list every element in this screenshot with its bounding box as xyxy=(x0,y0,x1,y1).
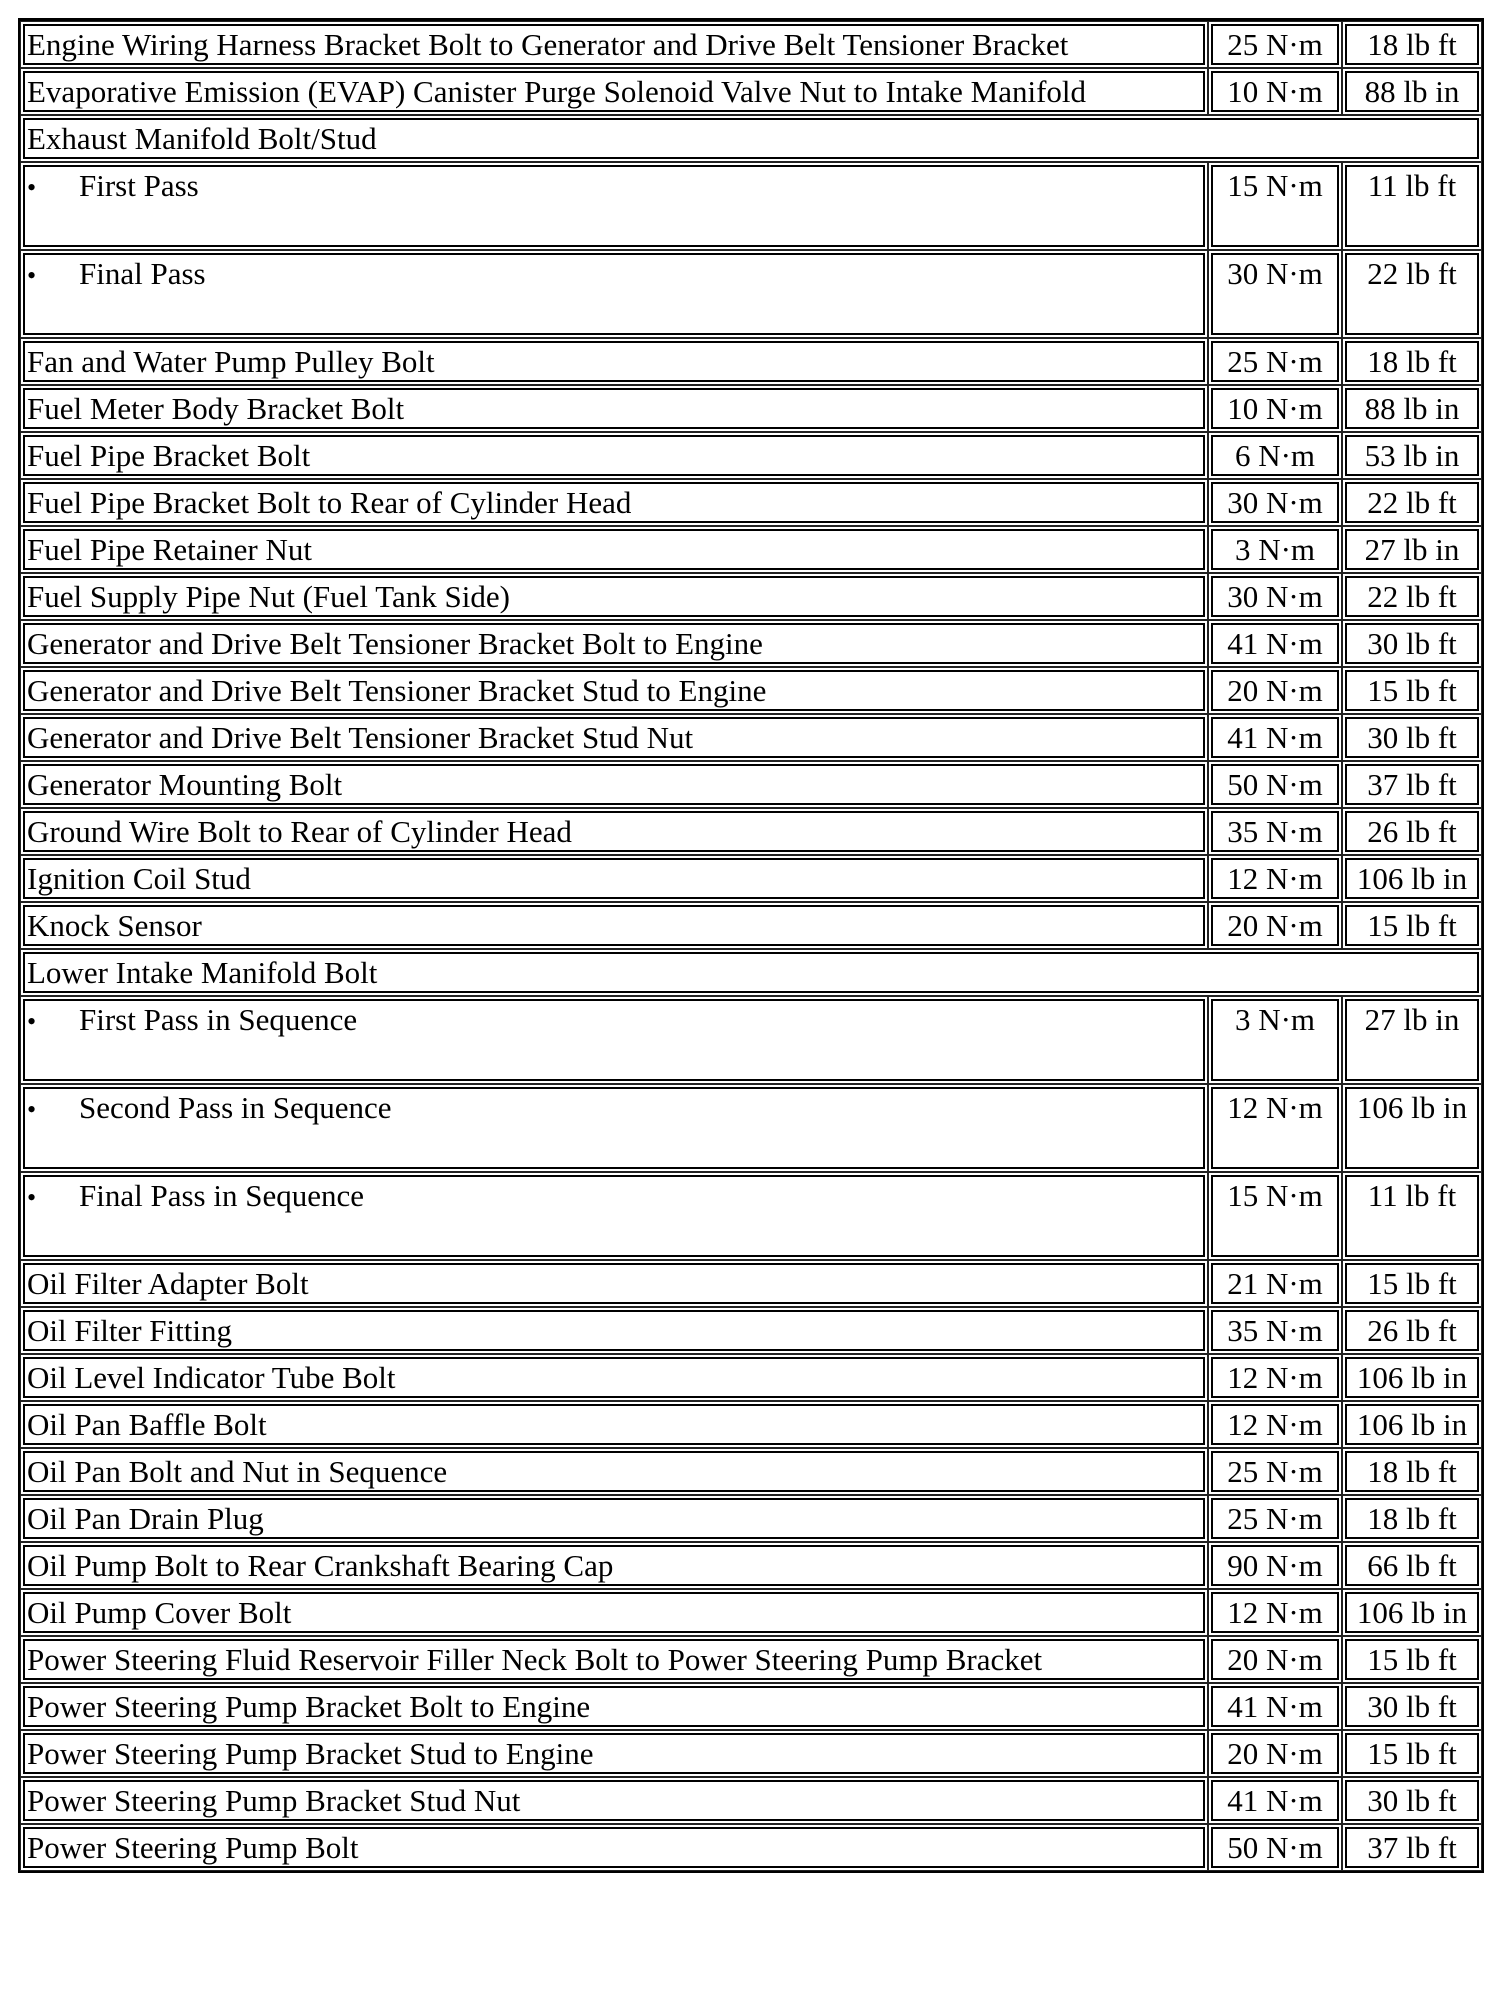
metric-torque-cell: 20 N·m xyxy=(1208,902,1342,949)
table-row xyxy=(20,620,1482,667)
metric-torque-cell: 41 N·m xyxy=(1208,714,1342,761)
description-text: Oil Filter Fitting xyxy=(27,1313,232,1348)
metric-torque-cell: 25 N·m xyxy=(1208,1495,1342,1542)
sub-step-description-cell xyxy=(20,996,1208,1084)
english-torque-cell: 30 lb ft xyxy=(1342,714,1482,761)
description-text: Power Steering Pump Bracket Stud Nut xyxy=(27,1783,521,1818)
bullet-icon: • xyxy=(27,1183,37,1212)
fastener-description-cell xyxy=(20,714,1208,761)
metric-torque-cell: 41 N·m xyxy=(1208,1683,1342,1730)
description-text: Evaporative Emission (EVAP) Canister Purge Solenoid Valve Nut to Intake Manifold xyxy=(27,74,1087,109)
english-torque-cell: 15 lb ft xyxy=(1342,1730,1482,1777)
metric-torque-cell: 25 N·m xyxy=(1208,338,1342,385)
sub-step-description-cell xyxy=(20,1172,1208,1260)
fastener-description-cell xyxy=(20,68,1208,115)
table-row xyxy=(20,1683,1482,1730)
english-torque-cell: 30 lb ft xyxy=(1342,1777,1482,1824)
table-row xyxy=(20,1495,1482,1542)
fastener-description-cell xyxy=(20,620,1208,667)
metric-torque-cell: 35 N·m xyxy=(1208,808,1342,855)
english-torque-cell: 15 lb ft xyxy=(1342,902,1482,949)
metric-torque-cell: 3 N·m xyxy=(1208,996,1342,1084)
description-text: Fan and Water Pump Pulley Bolt xyxy=(27,344,435,379)
english-torque-cell: 66 lb ft xyxy=(1342,1542,1482,1589)
fastener-description-cell xyxy=(20,1777,1208,1824)
fastener-description-cell xyxy=(20,1824,1208,1871)
description-text: First Pass in Sequence xyxy=(79,1002,358,1037)
table-row xyxy=(20,1448,1482,1495)
fastener-description-cell xyxy=(20,432,1208,479)
fastener-description-cell xyxy=(20,1683,1208,1730)
table-row xyxy=(20,1307,1482,1354)
table-row xyxy=(20,68,1482,115)
fastener-description-cell xyxy=(20,1589,1208,1636)
metric-torque-cell: 15 N·m xyxy=(1208,162,1342,250)
metric-torque-cell: 12 N·m xyxy=(1208,1401,1342,1448)
english-torque-cell: 106 lb in xyxy=(1342,1354,1482,1401)
table-row xyxy=(20,479,1482,526)
english-torque-cell: 27 lb in xyxy=(1342,526,1482,573)
sub-step-row xyxy=(20,1084,1482,1172)
english-torque-cell: 22 lb ft xyxy=(1342,479,1482,526)
description-text: Fuel Supply Pipe Nut (Fuel Tank Side) xyxy=(27,579,510,614)
table-row xyxy=(20,1777,1482,1824)
english-torque-cell: 106 lb in xyxy=(1342,1084,1482,1172)
fastener-description-cell xyxy=(20,1542,1208,1589)
table-row xyxy=(20,667,1482,714)
table-row xyxy=(20,1354,1482,1401)
fastener-description-cell xyxy=(20,1354,1208,1401)
description-text: Power Steering Fluid Reservoir Filler Neck Bolt to Power Steering Pump Bracket xyxy=(27,1642,1043,1677)
description-text: Generator Mounting Bolt xyxy=(27,767,343,802)
description-text: Oil Pan Drain Plug xyxy=(27,1501,264,1536)
fastener-description-cell xyxy=(20,1401,1208,1448)
table-row xyxy=(20,855,1482,902)
metric-torque-cell: 12 N·m xyxy=(1208,1589,1342,1636)
english-torque-cell: 26 lb ft xyxy=(1342,1307,1482,1354)
description-text: Final Pass in Sequence xyxy=(79,1178,364,1213)
english-torque-cell: 15 lb ft xyxy=(1342,1636,1482,1683)
bullet-icon: • xyxy=(27,1095,37,1124)
table-row xyxy=(20,21,1482,68)
sub-step-description-cell xyxy=(20,1084,1208,1172)
description-text: Power Steering Pump Bracket Bolt to Engine xyxy=(27,1689,591,1724)
description-text: Fuel Pipe Bracket Bolt xyxy=(27,438,311,473)
english-torque-cell: 88 lb in xyxy=(1342,385,1482,432)
torque-spec-table xyxy=(18,18,1484,1873)
metric-torque-cell: 35 N·m xyxy=(1208,1307,1342,1354)
english-torque-cell: 15 lb ft xyxy=(1342,1260,1482,1307)
description-text: First Pass xyxy=(79,168,199,203)
english-torque-cell: 18 lb ft xyxy=(1342,1495,1482,1542)
table-row xyxy=(20,1260,1482,1307)
sub-step-row xyxy=(20,250,1482,338)
english-torque-cell: 106 lb in xyxy=(1342,855,1482,902)
description-text: Fuel Meter Body Bracket Bolt xyxy=(27,391,405,426)
english-torque-cell: 22 lb ft xyxy=(1342,250,1482,338)
english-torque-cell: 11 lb ft xyxy=(1342,162,1482,250)
metric-torque-cell: 12 N·m xyxy=(1208,1354,1342,1401)
description-text: Generator and Drive Belt Tensioner Bracket Stud to Engine xyxy=(27,673,767,708)
metric-torque-cell: 41 N·m xyxy=(1208,1777,1342,1824)
sub-step-row xyxy=(20,162,1482,250)
description-text: Knock Sensor xyxy=(27,908,202,943)
table-row xyxy=(20,432,1482,479)
metric-torque-cell: 6 N·m xyxy=(1208,432,1342,479)
bullet-icon: • xyxy=(27,1007,37,1036)
english-torque-cell: 106 lb in xyxy=(1342,1401,1482,1448)
table-row xyxy=(20,808,1482,855)
group-header-description: Lower Intake Manifold Bolt xyxy=(20,949,1482,996)
table-row xyxy=(20,1730,1482,1777)
english-torque-cell: 37 lb ft xyxy=(1342,761,1482,808)
metric-torque-cell: 10 N·m xyxy=(1208,385,1342,432)
description-text: Oil Pump Cover Bolt xyxy=(27,1595,292,1630)
metric-torque-cell: 30 N·m xyxy=(1208,479,1342,526)
bullet-icon: • xyxy=(27,261,37,290)
fastener-description-cell xyxy=(20,1307,1208,1354)
table-row xyxy=(20,1636,1482,1683)
english-torque-cell: 88 lb in xyxy=(1342,68,1482,115)
metric-torque-cell: 12 N·m xyxy=(1208,1084,1342,1172)
english-torque-cell: 30 lb ft xyxy=(1342,1683,1482,1730)
fastener-description-cell xyxy=(20,667,1208,714)
fastener-description-cell xyxy=(20,1730,1208,1777)
fastener-description-cell xyxy=(20,1495,1208,1542)
fastener-description-cell xyxy=(20,1636,1208,1683)
metric-torque-cell: 21 N·m xyxy=(1208,1260,1342,1307)
sub-step-row xyxy=(20,1172,1482,1260)
group-header-row xyxy=(20,115,1482,162)
fastener-description-cell xyxy=(20,855,1208,902)
metric-torque-cell: 50 N·m xyxy=(1208,761,1342,808)
table-row xyxy=(20,573,1482,620)
metric-torque-cell: 30 N·m xyxy=(1208,250,1342,338)
table-row xyxy=(20,761,1482,808)
metric-torque-cell: 20 N·m xyxy=(1208,1730,1342,1777)
metric-torque-cell: 30 N·m xyxy=(1208,573,1342,620)
metric-torque-cell: 10 N·m xyxy=(1208,68,1342,115)
sub-step-description-cell xyxy=(20,162,1208,250)
metric-torque-cell: 90 N·m xyxy=(1208,1542,1342,1589)
fastener-description-cell xyxy=(20,808,1208,855)
description-text: Oil Filter Adapter Bolt xyxy=(27,1266,309,1301)
table-row xyxy=(20,714,1482,761)
description-text: Generator and Drive Belt Tensioner Bracket Stud Nut xyxy=(27,720,694,755)
english-torque-cell: 22 lb ft xyxy=(1342,573,1482,620)
metric-torque-cell: 3 N·m xyxy=(1208,526,1342,573)
description-text: Power Steering Pump Bolt xyxy=(27,1830,359,1865)
description-text: Oil Pan Baffle Bolt xyxy=(27,1407,267,1442)
english-torque-cell: 18 lb ft xyxy=(1342,338,1482,385)
metric-torque-cell: 12 N·m xyxy=(1208,855,1342,902)
metric-torque-cell: 25 N·m xyxy=(1208,1448,1342,1495)
description-text: Second Pass in Sequence xyxy=(79,1090,392,1125)
description-text: Oil Pump Bolt to Rear Crankshaft Bearing Cap xyxy=(27,1548,614,1583)
fastener-description-cell xyxy=(20,761,1208,808)
bullet-icon: • xyxy=(27,173,37,202)
metric-torque-cell: 41 N·m xyxy=(1208,620,1342,667)
table-row xyxy=(20,385,1482,432)
table-row xyxy=(20,526,1482,573)
fastener-description-cell xyxy=(20,338,1208,385)
table-row xyxy=(20,1824,1482,1871)
table-row xyxy=(20,338,1482,385)
sub-step-description-cell xyxy=(20,250,1208,338)
sub-step-row xyxy=(20,996,1482,1084)
description-text: Oil Level Indicator Tube Bolt xyxy=(27,1360,396,1395)
metric-torque-cell: 20 N·m xyxy=(1208,667,1342,714)
fastener-description-cell xyxy=(20,479,1208,526)
english-torque-cell: 30 lb ft xyxy=(1342,620,1482,667)
description-text: Final Pass xyxy=(79,256,206,291)
table-row xyxy=(20,1542,1482,1589)
metric-torque-cell: 25 N·m xyxy=(1208,21,1342,68)
fastener-description-cell xyxy=(20,21,1208,68)
metric-torque-cell: 20 N·m xyxy=(1208,1636,1342,1683)
english-torque-cell: 37 lb ft xyxy=(1342,1824,1482,1871)
group-header-row xyxy=(20,949,1482,996)
description-text: Oil Pan Bolt and Nut in Sequence xyxy=(27,1454,448,1489)
description-text: Power Steering Pump Bracket Stud to Engine xyxy=(27,1736,594,1771)
english-torque-cell: 18 lb ft xyxy=(1342,21,1482,68)
description-text: Ignition Coil Stud xyxy=(27,861,251,896)
description-text: Fuel Pipe Bracket Bolt to Rear of Cylinder Head xyxy=(27,485,632,520)
english-torque-cell: 106 lb in xyxy=(1342,1589,1482,1636)
description-text: Ground Wire Bolt to Rear of Cylinder Head xyxy=(27,814,572,849)
fastener-description-cell xyxy=(20,526,1208,573)
description-text: Generator and Drive Belt Tensioner Bracket Bolt to Engine xyxy=(27,626,763,661)
fastener-description-cell xyxy=(20,573,1208,620)
english-torque-cell: 18 lb ft xyxy=(1342,1448,1482,1495)
group-header-description: Exhaust Manifold Bolt/Stud xyxy=(20,115,1482,162)
english-torque-cell: 53 lb in xyxy=(1342,432,1482,479)
table-row xyxy=(20,1401,1482,1448)
torque-spec-table-body xyxy=(20,21,1482,1871)
description-text: Engine Wiring Harness Bracket Bolt to Generator and Drive Belt Tensioner Bracket xyxy=(27,27,1069,62)
fastener-description-cell xyxy=(20,385,1208,432)
fastener-description-cell xyxy=(20,902,1208,949)
english-torque-cell: 26 lb ft xyxy=(1342,808,1482,855)
metric-torque-cell: 50 N·m xyxy=(1208,1824,1342,1871)
fastener-description-cell xyxy=(20,1260,1208,1307)
description-text: Fuel Pipe Retainer Nut xyxy=(27,532,312,567)
english-torque-cell: 27 lb in xyxy=(1342,996,1482,1084)
english-torque-cell: 15 lb ft xyxy=(1342,667,1482,714)
fastener-description-cell xyxy=(20,1448,1208,1495)
torque-spec-page xyxy=(18,18,1480,1873)
table-row xyxy=(20,1589,1482,1636)
table-row xyxy=(20,902,1482,949)
english-torque-cell: 11 lb ft xyxy=(1342,1172,1482,1260)
metric-torque-cell: 15 N·m xyxy=(1208,1172,1342,1260)
